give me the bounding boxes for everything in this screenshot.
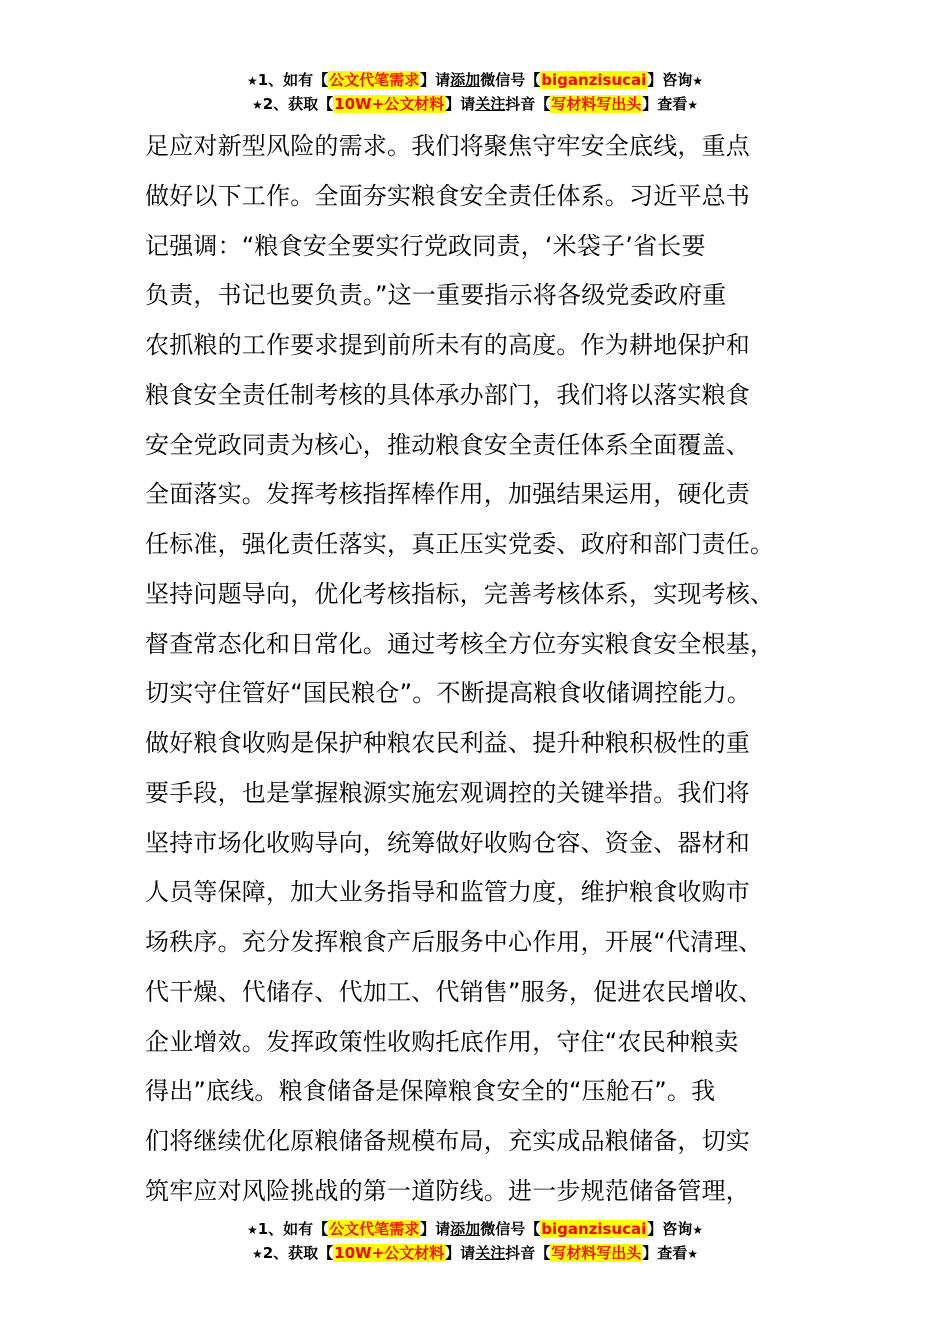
star-icon: ★ — [246, 1223, 258, 1237]
banner-text: 微信号【 — [480, 1220, 541, 1238]
footer-banner — [0, 1217, 950, 1265]
star-icon: ★ — [692, 74, 704, 88]
body-line: 安全党政同责为核心，推动粮食安全责任体系全面覆盖、 — [145, 430, 750, 459]
highlight-douyin-account: 写材料写出头 — [551, 95, 642, 113]
banner-text: 】请 — [420, 71, 451, 89]
banner-text: 1、如有【 — [257, 71, 329, 89]
banner-text: 】咨询 — [647, 71, 693, 89]
banner-text: 微信号【 — [480, 71, 541, 89]
body-line: 足应对新型风险的需求。我们将聚焦守牢安全底线，重点 — [145, 132, 750, 160]
star-icon: ★ — [251, 1247, 263, 1261]
banner-text: 抖音【 — [505, 1244, 551, 1262]
body-line: 要手段，也是掌握粮源实施宏观调控的关键举措。我们将 — [145, 778, 750, 807]
body-line: 场秩序。充分发挥粮食产后服务中心作用，开展“代清理、 — [145, 928, 763, 956]
body-line: 坚持问题导向，优化考核指标，完善考核体系，实现考核、 — [145, 579, 775, 608]
highlight-wechat-id: biganzisucai — [541, 1220, 647, 1238]
banner-text: 2、获取【 — [262, 95, 334, 113]
body-line: 切实守住管好“国民粮仓”。不断提高粮食收储调控能力。 — [145, 679, 752, 708]
body-line: 筑牢应对风险挑战的第一道防线。进一步规范储备管理， — [145, 1176, 750, 1205]
body-line: 们将继续优化原粮储备规模布局，充实成品粮储备，切实 — [145, 1127, 750, 1155]
star-icon: ★ — [692, 1223, 704, 1237]
star-icon: ★ — [687, 1247, 699, 1261]
banner-emphasis: 关注 — [475, 1244, 506, 1262]
document-body — [145, 122, 825, 1217]
banner-line-2 — [0, 1241, 950, 1265]
banner-text: 抖音【 — [505, 95, 551, 113]
highlight-wechat-id: biganzisucai — [541, 71, 647, 89]
body-line: 人员等保障，加大业务指导和监管力度，维护粮食收购市 — [145, 878, 750, 907]
body-line: 做好粮食收购是保护种粮农民利益、提升种粮积极性的重 — [145, 729, 750, 757]
banner-text: 】咨询 — [647, 1220, 693, 1238]
banner-line-1 — [0, 1217, 950, 1241]
banner-text: 】请 — [445, 1244, 476, 1262]
star-icon: ★ — [251, 98, 263, 112]
highlight-materials: 10W+公文材料 — [334, 95, 445, 113]
banner-line-1 — [0, 68, 950, 92]
highlight-materials: 10W+公文材料 — [334, 1244, 445, 1262]
body-line: 粮食安全责任制考核的具体承办部门，我们将以落实粮食 — [145, 380, 750, 409]
body-line: 坚持市场化收购导向，统筹做好收购仓容、资金、器材和 — [145, 828, 750, 857]
star-icon: ★ — [687, 98, 699, 112]
body-line: 企业增效。发挥政策性收购托底作用，守住“农民种粮卖 — [145, 1027, 739, 1056]
banner-text: 2、获取【 — [262, 1244, 334, 1262]
banner-line-2 — [0, 92, 950, 116]
banner-emphasis: 添加 — [450, 71, 481, 89]
star-icon: ★ — [246, 74, 258, 88]
highlight-douyin-account: 写材料写出头 — [551, 1244, 642, 1262]
banner-text: 】请 — [445, 95, 476, 113]
body-line: 负责，书记也要负责。”这一重要指示将各级党委政府重 — [145, 281, 727, 310]
banner-emphasis: 添加 — [450, 1220, 481, 1238]
body-line: 全面落实。发挥考核指挥棒作用，加强结果运用，硬化责 — [145, 480, 750, 509]
banner-text: 1、如有【 — [257, 1220, 329, 1238]
body-line: 得出”底线。粮食储备是保障粮食安全的“压舱石”。我 — [145, 1077, 716, 1106]
header-banner — [0, 68, 950, 116]
banner-emphasis: 关注 — [475, 95, 506, 113]
body-line: 任标准，强化责任落实，真正压实党委、政府和部门责任。 — [145, 530, 775, 558]
body-line: 督查常态化和日常化。通过考核全方位夯实粮食安全根基， — [145, 629, 775, 658]
body-line: 代干燥、代储存、代加工、代销售”服务，促进农民增收、 — [145, 977, 763, 1006]
body-line: 做好以下工作。全面夯实粮食安全责任体系。习近平总书 — [145, 181, 750, 210]
banner-text: 】查看 — [642, 1244, 688, 1262]
banner-text: 】查看 — [642, 95, 688, 113]
body-line: 记强调：“粮食安全要实行党政同责，‘米袋子’省长要 — [145, 231, 706, 260]
banner-text: 】请 — [420, 1220, 451, 1238]
highlight-service: 公文代笔需求 — [329, 1220, 420, 1238]
highlight-service: 公文代笔需求 — [329, 71, 420, 89]
body-line: 农抓粮的工作要求提到前所未有的高度。作为耕地保护和 — [145, 331, 750, 359]
